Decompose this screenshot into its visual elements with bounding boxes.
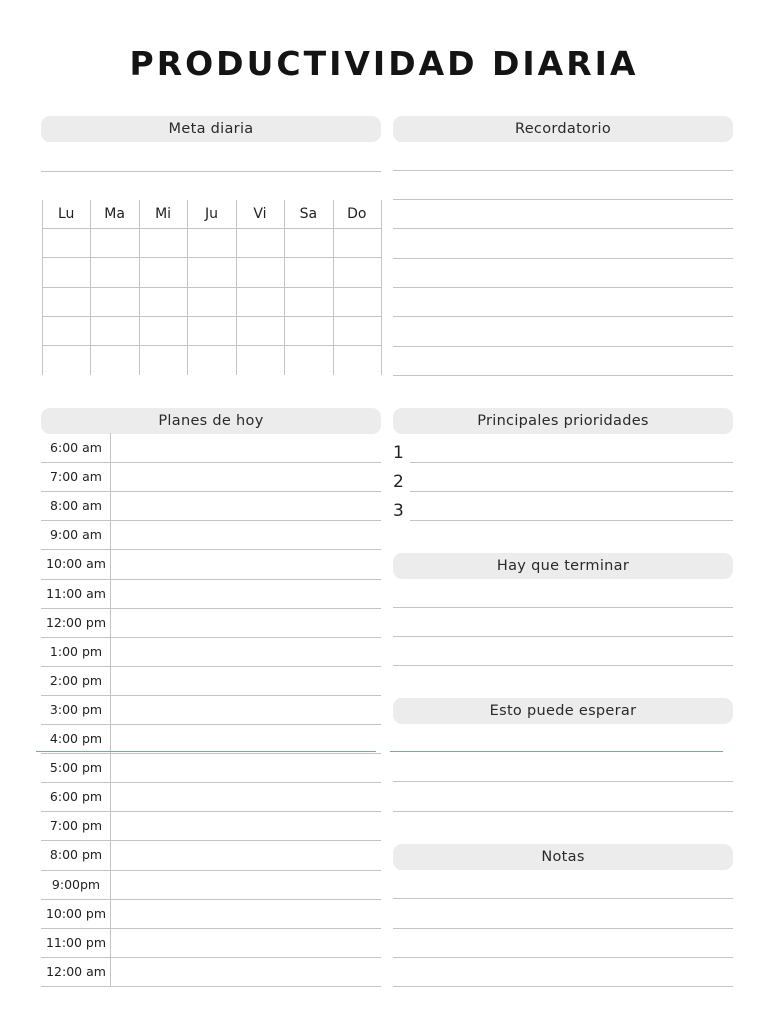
meta-diaria-header: Meta diaria [41, 116, 381, 142]
tracker-cell[interactable] [42, 316, 90, 345]
time-slot-entry[interactable] [111, 579, 381, 608]
time-slot-label: 8:00 am [50, 498, 102, 514]
tracker-cell[interactable] [333, 257, 381, 287]
esto-puede-esperar-line[interactable] [393, 811, 733, 812]
tracker-cell[interactable] [90, 257, 138, 287]
time-slot-label: 6:00 am [50, 440, 102, 455]
priority-line[interactable] [410, 462, 733, 463]
recordatorio-line[interactable] [393, 287, 733, 288]
hay-que-terminar-header: Hay que terminar [393, 553, 733, 579]
time-slot-entry[interactable] [111, 462, 381, 491]
time-slot-entry[interactable] [111, 782, 381, 811]
priority-number: 1 [393, 443, 404, 463]
priority-line[interactable] [410, 491, 733, 492]
esto-puede-esperar-line[interactable] [393, 781, 733, 782]
time-slot-entry[interactable] [111, 608, 381, 637]
notas-line[interactable] [393, 928, 733, 929]
time-slot-entry[interactable] [111, 695, 381, 724]
time-slot-label: 9:00 am [50, 527, 102, 543]
hay-que-terminar-line[interactable] [393, 607, 733, 608]
time-slot-entry[interactable] [111, 637, 381, 666]
tracker-cell[interactable] [187, 316, 235, 345]
esto-puede-esperar-header: Esto puede esperar [393, 698, 733, 724]
time-slot-entry[interactable] [111, 666, 381, 695]
time-slot-label: 3:00 pm [49, 701, 103, 717]
time-slot-label: 11:00 pm [45, 934, 107, 950]
time-slot-label: 7:00 am [50, 469, 102, 485]
time-slot-entry[interactable] [111, 899, 381, 928]
tracker-cell[interactable] [139, 287, 187, 316]
time-slot-entry[interactable] [111, 724, 381, 753]
tracker-cell[interactable] [42, 228, 90, 257]
time-slot-label: 2:00 pm [49, 672, 103, 688]
time-slot-label: 10:00 pm [45, 905, 107, 921]
time-slot-entry[interactable] [111, 957, 381, 986]
week-day-label: Vi [253, 206, 267, 222]
tracker-cell[interactable] [284, 345, 332, 375]
tracker-cell[interactable] [139, 316, 187, 345]
time-slot-entry[interactable] [111, 928, 381, 957]
tracker-cell[interactable] [236, 287, 284, 316]
priority-number: 3 [393, 501, 404, 521]
time-slot-entry[interactable] [111, 811, 381, 840]
planes-de-hoy-header: Planes de hoy [41, 408, 381, 434]
week-day-label: Ju [204, 206, 218, 222]
notas-line[interactable] [393, 986, 733, 987]
tracker-cell[interactable] [284, 257, 332, 287]
time-slot-label: 9:00pm [51, 876, 101, 892]
time-slot-label: 8:00 pm [49, 847, 103, 863]
priority-number: 2 [393, 472, 404, 492]
time-slot-label: 12:00 pm [45, 614, 107, 630]
tracker-cell[interactable] [187, 345, 235, 375]
time-slot-label: 7:00 pm [49, 818, 103, 834]
tracker-cell[interactable] [90, 316, 138, 345]
tracker-cell[interactable] [139, 257, 187, 287]
priority-line[interactable] [410, 520, 733, 521]
tracker-cell[interactable] [284, 287, 332, 316]
time-slot-label: 1:00 pm [49, 643, 103, 659]
tracker-cell[interactable] [236, 345, 284, 375]
notas-header: Notas [393, 844, 733, 870]
time-slot-label: 11:00 am [46, 585, 106, 601]
time-slot-label: 12:00 am [46, 963, 106, 979]
tracker-cell[interactable] [333, 316, 381, 345]
tracker-cell[interactable] [333, 228, 381, 257]
time-slot-entry[interactable] [111, 433, 381, 462]
time-slot-label: 10:00 am [46, 556, 106, 572]
recordatorio-line[interactable] [393, 346, 733, 347]
tracker-cell[interactable] [42, 345, 90, 375]
week-day-label: Lu [57, 206, 75, 222]
recordatorio-line[interactable] [393, 170, 733, 171]
tracker-cell[interactable] [236, 316, 284, 345]
week-day-label: Ma [104, 206, 125, 222]
tracker-cell[interactable] [187, 287, 235, 316]
grid-column-line [381, 200, 382, 375]
principales-prioridades-header: Principales prioridades [393, 408, 733, 434]
tracker-cell[interactable] [139, 228, 187, 257]
tracker-cell[interactable] [139, 345, 187, 375]
week-day-label: Mi [155, 206, 172, 222]
tracker-cell[interactable] [236, 228, 284, 257]
time-slot-entry[interactable] [111, 520, 381, 549]
time-slot-label: 6:00 pm [49, 789, 103, 805]
tracker-cell[interactable] [42, 257, 90, 287]
meta-diaria-line[interactable] [41, 171, 381, 172]
highlight-rule [390, 751, 723, 752]
tracker-cell[interactable] [90, 345, 138, 375]
tracker-cell[interactable] [42, 287, 90, 316]
tracker-cell[interactable] [284, 228, 332, 257]
recordatorio-line[interactable] [393, 228, 733, 229]
week-day-label: Do [347, 206, 367, 222]
week-day-label: Sa [299, 206, 318, 222]
tracker-cell[interactable] [187, 257, 235, 287]
time-slot-entry[interactable] [111, 549, 381, 578]
highlight-rule [36, 751, 376, 752]
tracker-cell[interactable] [187, 228, 235, 257]
time-slot-label: 4:00 pm [49, 731, 103, 746]
recordatorio-line[interactable] [393, 316, 733, 317]
hay-que-terminar-line[interactable] [393, 636, 733, 637]
time-slot-entry[interactable] [111, 491, 381, 520]
tracker-cell[interactable] [284, 316, 332, 345]
page-title: PRODUCTIVIDAD DIARIA [129, 44, 639, 83]
notas-line[interactable] [393, 898, 733, 899]
time-slot-entry[interactable] [111, 753, 381, 782]
notas-line[interactable] [393, 957, 733, 958]
tracker-cell[interactable] [333, 345, 381, 375]
tracker-cell[interactable] [90, 228, 138, 257]
tracker-cell[interactable] [90, 287, 138, 316]
time-slot-label: 5:00 pm [49, 760, 103, 776]
recordatorio-header: Recordatorio [393, 116, 733, 142]
time-slot-entry[interactable] [111, 840, 381, 869]
tracker-cell[interactable] [333, 287, 381, 316]
hay-que-terminar-line[interactable] [393, 665, 733, 666]
schedule-row-line [41, 986, 381, 987]
time-slot-entry[interactable] [111, 870, 381, 899]
tracker-cell[interactable] [236, 257, 284, 287]
recordatorio-line[interactable] [393, 199, 733, 200]
recordatorio-line[interactable] [393, 258, 733, 259]
recordatorio-line[interactable] [393, 375, 733, 376]
